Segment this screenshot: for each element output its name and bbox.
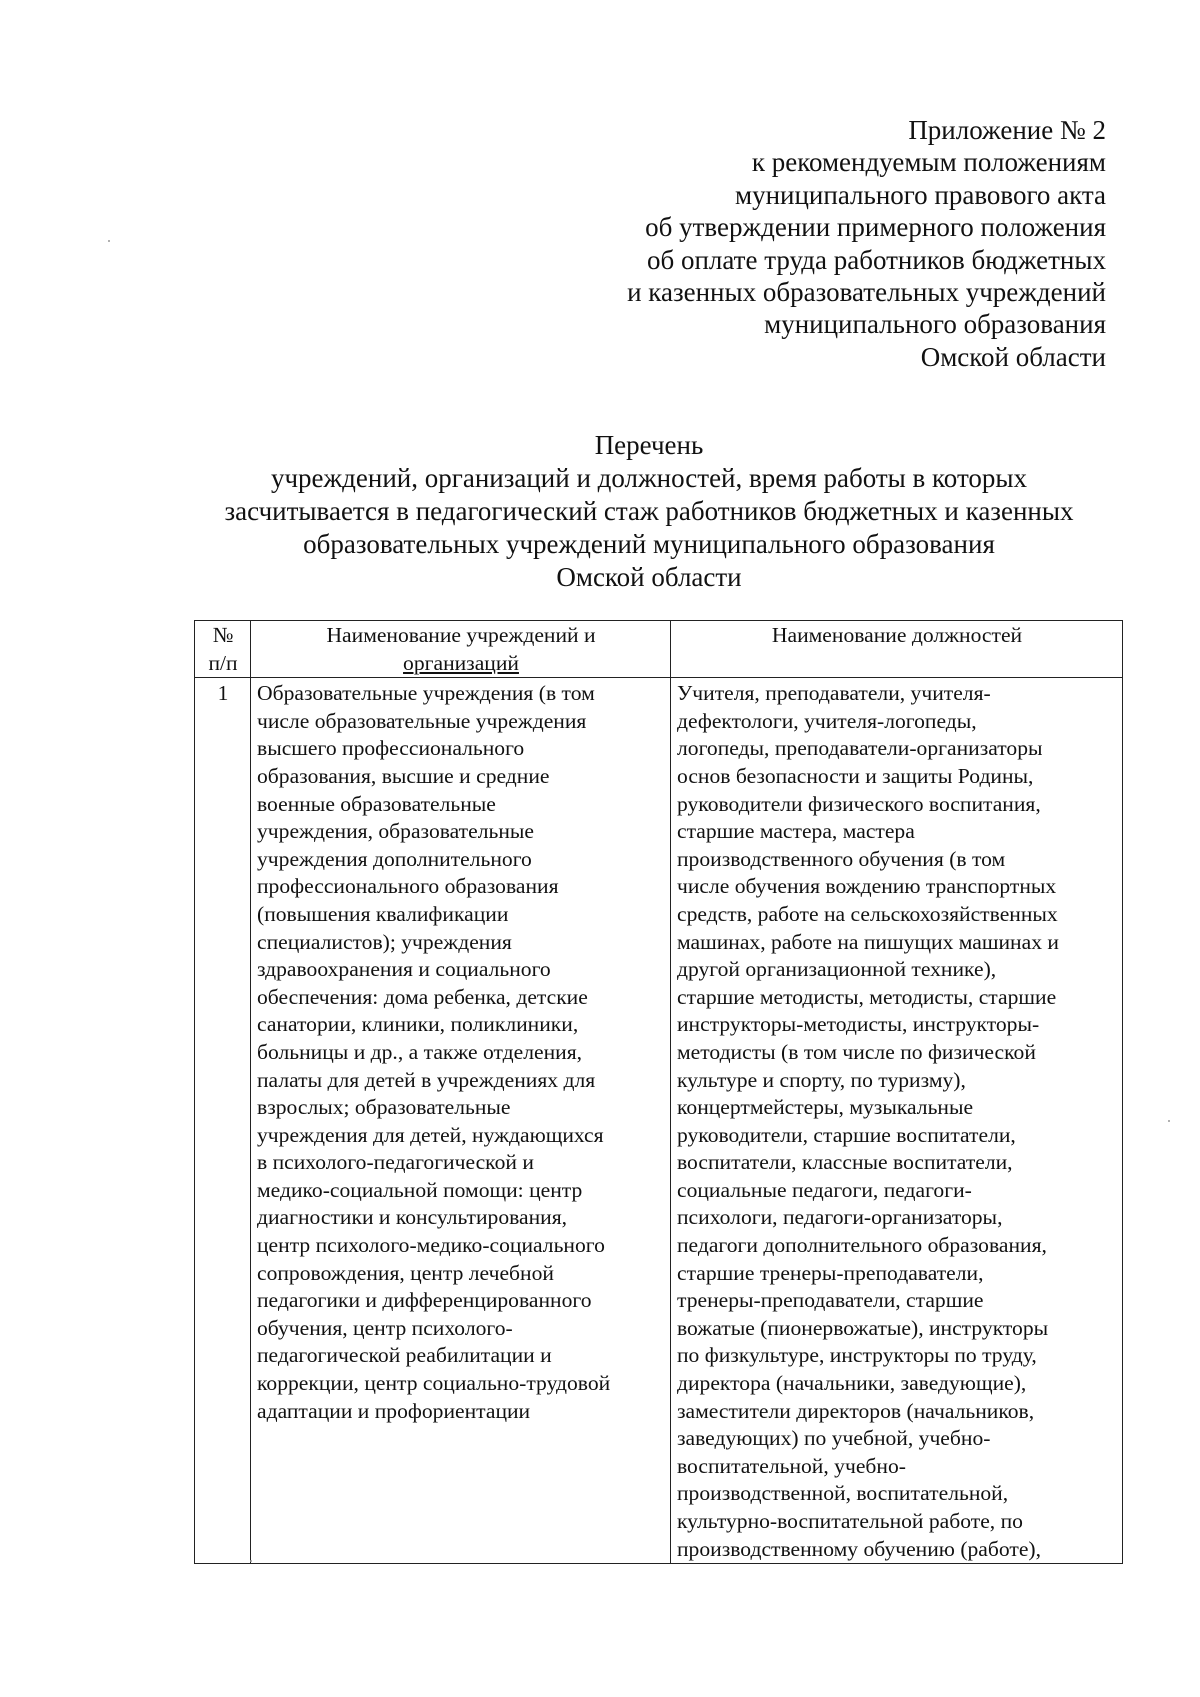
cell-line: педагогики и дифференцированного bbox=[257, 1288, 592, 1313]
title-line: Перечень bbox=[594, 430, 704, 460]
cell-line: руководители, старшие воспитатели, bbox=[677, 1122, 1016, 1147]
cell-line: средств, работе на сельскохозяйственных bbox=[677, 901, 1058, 926]
annex-line: муниципального образования bbox=[764, 309, 1106, 340]
cell-line: логопеды, преподаватели-организаторы bbox=[677, 736, 1043, 761]
cell-line: педагоги дополнительного образования, bbox=[677, 1233, 1047, 1258]
cell-line: воспитатели, классные воспитатели, bbox=[677, 1150, 1013, 1175]
cell-line: директора (начальники, заведующие), bbox=[677, 1371, 1027, 1396]
cell-line: числе обучения вождению транспортных bbox=[677, 874, 1057, 899]
cell-line: культурно-воспитательной работе, по bbox=[677, 1509, 1023, 1533]
table-row bbox=[195, 678, 1123, 1564]
cell-line: Образовательные учреждения (в том bbox=[257, 681, 595, 706]
cell-line: учреждения, образовательные bbox=[257, 819, 534, 844]
cell-line: образования, высшие и средние bbox=[257, 763, 550, 788]
annex-line: об оплате труда работников бюджетных bbox=[646, 244, 1106, 275]
cell-line: педагогической реабилитации и bbox=[257, 1343, 552, 1368]
cell-line: профессионального образования bbox=[257, 874, 559, 899]
cell-line: учреждения для детей, нуждающихся bbox=[257, 1122, 604, 1147]
cell-line: (повышения квалификации bbox=[257, 901, 509, 926]
cell-line: медико-социальной помощи: центр bbox=[257, 1177, 583, 1202]
cell-line: старшие мастера, мастера bbox=[677, 819, 915, 844]
scan-speck bbox=[250, 1560, 252, 1562]
title-line: образовательных учреждений муниципального образования bbox=[303, 529, 995, 559]
annex-line: Омской области bbox=[920, 341, 1106, 372]
cell-line: основ безопасности и защиты Родины, bbox=[677, 763, 1034, 788]
positions-table bbox=[194, 620, 1123, 1564]
cell-line: дефектологи, учителя-логопеды, bbox=[677, 708, 977, 733]
cell-line: методисты (в том числе по физической bbox=[677, 1039, 1036, 1064]
annex-line: об утверждении примерного положения bbox=[645, 212, 1106, 243]
cell-line: обучения, центр психолого- bbox=[257, 1315, 513, 1340]
table-header-row bbox=[195, 621, 1123, 678]
scan-speck bbox=[108, 240, 110, 242]
cell-line: здравоохранения и социального bbox=[257, 957, 551, 982]
annex-line: Приложение № 2 bbox=[908, 115, 1106, 145]
cell-line: руководители физического воспитания, bbox=[677, 791, 1041, 816]
cell-line: производственной, воспитательной, bbox=[677, 1481, 1009, 1506]
cell-line: сопровождения, центр лечебной bbox=[257, 1260, 554, 1285]
cell-line: военные образовательные bbox=[257, 791, 496, 816]
cell-line: числе образовательные учреждения bbox=[257, 708, 587, 733]
cell-line: санатории, клиники, поликлиники, bbox=[257, 1012, 579, 1037]
cell-line: концертмейстеры, музыкальные bbox=[677, 1095, 974, 1120]
cell-line: социальные педагоги, педагоги- bbox=[677, 1177, 972, 1202]
cell-line: производственного обучения (в том bbox=[677, 846, 1006, 871]
cell-line: заведующих) по учебной, учебно- bbox=[677, 1426, 991, 1451]
cell-line: взрослых; образовательные bbox=[257, 1095, 511, 1120]
positions-cell bbox=[671, 678, 1123, 1564]
cell-line: по физкультуре, инструкторы по труду, bbox=[677, 1343, 1037, 1368]
header-positions: Наименование должностей bbox=[671, 621, 1123, 678]
cell-line: другой организационной технике), bbox=[677, 957, 997, 982]
cell-line: обеспечения: дома ребенка, детские bbox=[257, 984, 588, 1009]
header-number: № п/п bbox=[195, 621, 251, 678]
title-line: засчитывается в педагогический стаж работников бюджетных и казенных bbox=[224, 496, 1074, 526]
cell-line: адаптации и профориентации bbox=[257, 1398, 531, 1423]
cell-line: диагностики и консультирования, bbox=[257, 1205, 568, 1230]
title-line: Омской области bbox=[556, 562, 742, 592]
annex-line: к рекомендуемым положениям bbox=[751, 147, 1106, 178]
annex-line: муниципального правового акта bbox=[734, 179, 1106, 210]
cell-line: палаты для детей в учреждениях для bbox=[257, 1067, 596, 1092]
cell-line: психологи, педагоги-организаторы, bbox=[677, 1205, 1003, 1230]
cell-line: в психолого-педагогической и bbox=[257, 1150, 534, 1175]
title-line: учреждений, организаций и должностей, время работы в которых bbox=[270, 463, 1028, 493]
institutions-cell bbox=[251, 678, 671, 1564]
cell-line: тренеры-преподаватели, старшие bbox=[677, 1288, 984, 1313]
document-title bbox=[120, 429, 1178, 594]
cell-line: старшие тренеры-преподаватели, bbox=[677, 1260, 984, 1285]
cell-line: культуре и спорту, по туризму), bbox=[677, 1067, 966, 1092]
cell-line: специалистов); учреждения bbox=[257, 929, 512, 954]
header-institutions: Наименование учреждений и организаций bbox=[251, 621, 671, 678]
cell-line: коррекции, центр социально-трудовой bbox=[257, 1371, 611, 1396]
cell-line: центр психолого-медико-социального bbox=[257, 1233, 605, 1258]
annex-line: и казенных образовательных учреждений bbox=[627, 277, 1106, 308]
cell-line: больницы и др., а также отделения, bbox=[257, 1039, 583, 1064]
cell-line: инструкторы-методисты, инструкторы- bbox=[677, 1012, 1040, 1037]
cell-line: высшего профессионального bbox=[257, 736, 525, 761]
cell-line: машинах, работе на пишущих машинах и bbox=[677, 929, 1059, 954]
cell-line: вожатые (пионервожатые), инструкторы bbox=[677, 1315, 1049, 1340]
cell-line: заместители директоров (начальников, bbox=[677, 1398, 1035, 1423]
scan-speck bbox=[1168, 1120, 1170, 1122]
cell-line: воспитательной, учебно- bbox=[677, 1453, 906, 1478]
cell-line: производственному обучению (работе), bbox=[677, 1536, 1042, 1561]
row-number: 1 bbox=[195, 678, 251, 1564]
cell-line: учреждения дополнительного bbox=[257, 846, 532, 871]
cell-line: Учителя, преподаватели, учителя- bbox=[677, 681, 991, 706]
annex-header bbox=[546, 114, 1106, 373]
cell-line: старшие методисты, методисты, старшие bbox=[677, 984, 1057, 1009]
